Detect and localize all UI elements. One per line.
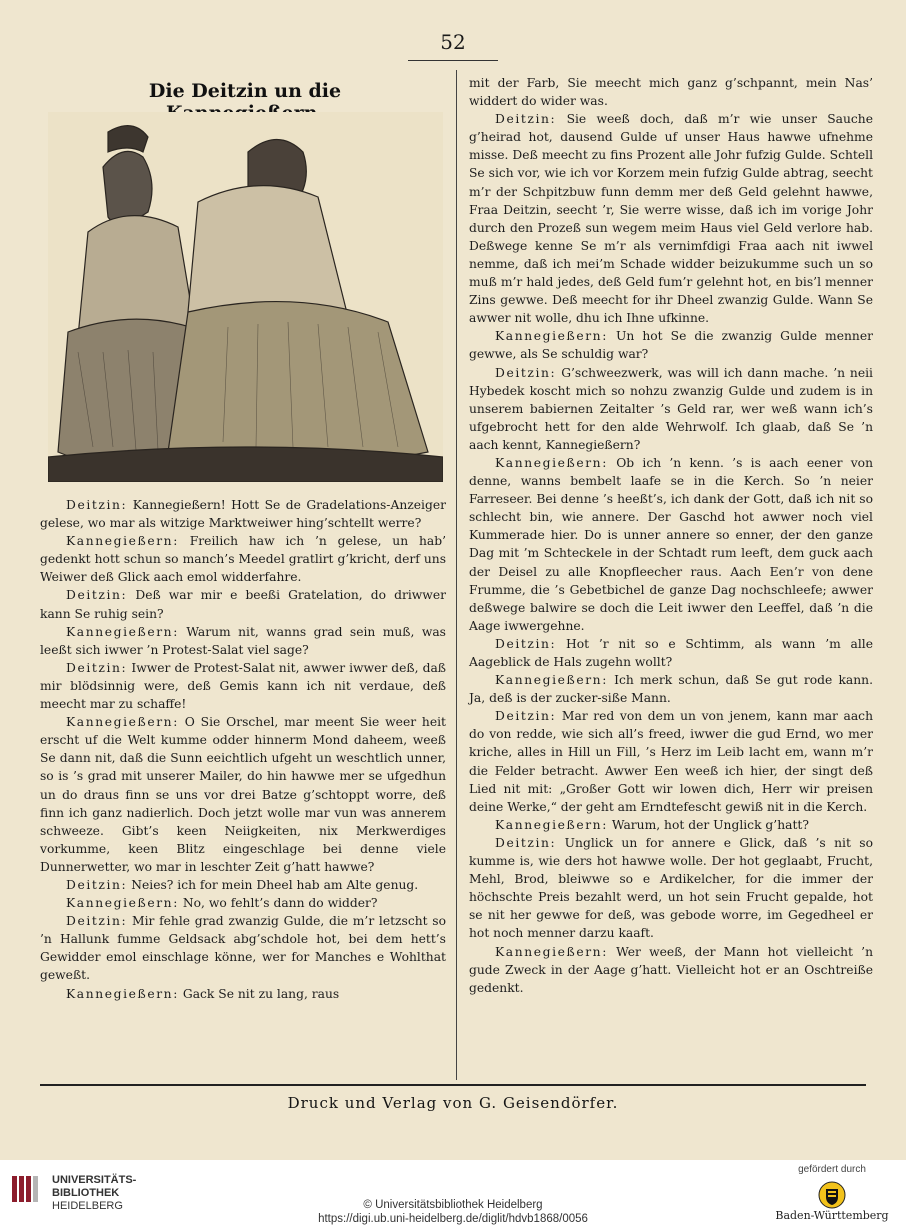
dialogue-line — [469, 834, 873, 943]
woodcut-illustration — [48, 112, 443, 482]
line-text: Gack Se nit zu lang, raus — [182, 986, 340, 1001]
speaker-name: Kannegießern: — [495, 329, 608, 344]
dialogue-line — [469, 454, 873, 635]
dialogue-line — [40, 659, 446, 713]
dialogue-line — [40, 586, 446, 622]
speaker-name: Deitzin: — [495, 709, 557, 724]
speaker-name: Kannegießern: — [495, 455, 608, 470]
line-text: Un hot Se die zwanzig Gulde menner gewwe, als Se schuldig war? — [469, 329, 873, 362]
funder-name: Baden-Württemberg — [775, 1209, 889, 1222]
speaker-name: Kannegießern: — [66, 624, 179, 639]
dialogue-line — [469, 74, 873, 110]
article-title: Die Deitzin un die Kannegießern. — [148, 80, 342, 124]
funding-block — [772, 1164, 892, 1222]
dialogue-line — [40, 876, 446, 894]
copyright-block — [0, 1198, 906, 1226]
dialogue-line — [40, 894, 446, 912]
speaker-name: Deitzin: — [66, 914, 128, 929]
dialogue-line — [469, 364, 873, 454]
coat-of-arms-icon — [818, 1180, 846, 1210]
dialogue-line — [469, 671, 873, 707]
speaker-name: Deitzin: — [495, 636, 557, 651]
speaker-name: Kannegießern: — [66, 986, 179, 1001]
line-text: Wer weeß, der Mann hot vielleicht ’n gude Zweck in der Aage g’hatt. Vielleicht hot er an Oschtreiße gedenkt. — [469, 944, 873, 995]
library-name-line: UNIVERSITÄTS- — [52, 1174, 137, 1186]
speaker-name: Deitzin: — [66, 660, 128, 675]
line-text: Iwwer de Protest-Salat nit, awwer iwwer deß, daß mir blödsinnig were, deß Gemis kann ich nit verdaue, deß meecht mar zu schaffe! — [40, 660, 446, 712]
speaker-name: Deitzin: — [495, 112, 557, 127]
speaker-name: Kannegießern: — [495, 673, 608, 688]
line-text: No, wo fehlt’s dann do widder? — [182, 896, 378, 911]
dialogue-line — [469, 635, 873, 671]
dialogue-line — [40, 532, 446, 586]
line-text: Unglick un for annere e Glick, daß ’s nit so kumme is, wie ders hot hawwe wolle. Der hot geglaabt, Frucht, Mehl, Brod, bleiwwe so e Ardikelcher, for die immer der höchschte Preis bezahlt werd, un hot sein Frucht gepalde, hot se nit her gewwe for deß, was gebode worre, im Gegedheel er hot noch menner darzu kaaft. — [469, 835, 873, 941]
speaker-name: Kannegießern: — [66, 715, 179, 730]
line-text: G’schweezwerk, was will ich dann mache. ’n neii Hybedek koscht mich so nohzu zwanzig Gulde und zudem is in unserem babiernen Zeitalter ’s Geld rar, wer weß wann ich’s ufgebrocht hett for den alde Wehrwolf. Ich glaab, daß Se ’n aach kennt, Kannegießern? — [469, 365, 873, 452]
line-text: Warum nit, wanns grad sein muß, was leeßt sich iwwer ’n Protest-Salat viel sage? — [40, 624, 446, 657]
line-text: Ob ich ’n kenn. ’s is aach eener von denne, wanns bembelt laafe se in die Kerch. So ’n neier Farreseer. Bei denne ’s heeßt’s, ich dank der Gott, daß ich nit so schlecht bin, wie annere. Der Gaschd hot awwer noch viel Kummerade hier. Do is unner annere so enner, der den ganze Dag mit ’m Schteckele in der Schtadt rum leeft, dem guck aach der Deisel zu alle Knopfleecher raus. Aach Een’r von dene Frumme, die ’s Gebetbichel de ganze Dag nochschleefe; awwer deßwege balwire se doch die Leit iwwer den Leeffel, daß ’n die Aage iwwergehne. — [469, 455, 873, 633]
line-text: O Sie Orschel, mar meent Sie weer heit erscht uf die Welt kumme odder hinnerm Mond daheem, weeß Se dann nit, daß die Sunn eeichtlich ufgeht un weschtlich unner, so is ’s grad mit unserer Mailer, do hin hawwe mer se ufgedhun un do draus finn se uns vor drei Batze g’schtoppt worre, deß finn ich ganz nadierlich. Doch jetzt wolle mar vun was annerem schweeze. Gibt’s keen Neiigkeiten, nix Merkwerdiges vorkumme, keen Blitz eingeschlage bei denne viele Dunnerwetter, wo mar in leschter Zeit g’hatt hawwe? — [40, 715, 446, 874]
dialogue-line — [469, 816, 873, 834]
speaker-name: Kannegießern: — [66, 896, 179, 911]
line-text: Mir fehle grad zwanzig Gulde, die m’r letzscht so ’n Hallunk fumme Geldsack abg’schdole hot, bei dem hett’s Gewidder emol einschlage könne, wer for Manches e Wohlthat geweßt. — [40, 914, 446, 983]
header-rule — [408, 60, 498, 61]
line-text: Freilich haw ich ’n gelese, un hab’ gedenkt hott schun so manch’s Meedel gratlirt g’kricht, derf uns Weiwer deß Glick aach emol widderfahre. — [40, 534, 446, 585]
dialogue-line — [40, 985, 446, 1003]
footer-rule — [40, 1084, 866, 1086]
dialogue-line — [40, 496, 446, 532]
line-text: Kannegießern! Hott Se de Gradelations-Anzeiger gelese, wo mar als witzige Marktweiwer hing’schtellt werre? — [40, 498, 446, 531]
dialogue-line — [40, 912, 446, 984]
line-text: mit der Farb, Sie meecht mich ganz g’schpannt, mein Nas’ widdert do wider was. — [469, 76, 873, 109]
dialogue-line — [40, 713, 446, 876]
line-text: Neies? ich for mein Dheel hab am Alte genug. — [131, 877, 419, 892]
speaker-name: Deitzin: — [495, 835, 557, 850]
dialogue-line — [469, 327, 873, 363]
dialogue-line — [469, 707, 873, 816]
page-number: 52 — [440, 30, 466, 54]
line-text: Mar red von dem un von jenem, kann mar aach do von redde, wie sich all’s freed, iwwer die gud Ernd, wo mer kriche, alles in Hill un Fill, ’s Herz im Leib lacht em, wann m’r die Felder betracht. Awwer Een weeß ich hier, der singt deß Lied nit mit: „Großer Gott wir lowen dich, Herr wir preisen deine Werke,“ der geht am Erndtefescht gewiß nit in die Kerch. — [469, 709, 873, 814]
speaker-name: Kannegießern: — [495, 817, 608, 832]
left-column — [40, 496, 446, 1003]
line-text: Hot ’r nit so e Schtimm, als wann ’m alle Aageblick de Hals zugehn wollt? — [469, 636, 873, 669]
speaker-name: Kannegießern: — [495, 944, 608, 959]
speaker-name: Deitzin: — [66, 498, 128, 512]
viewer-footer — [0, 1160, 906, 1224]
dialogue-line — [469, 110, 873, 327]
line-text: Warum, hot der Unglick g’hatt? — [611, 817, 809, 832]
speaker-name: Kannegießern: — [66, 534, 179, 549]
line-text: Ich merk schun, daß Se gut rode kann. Ja, deß is der zucker-siße Mann. — [469, 673, 873, 706]
line-text: Deß war mir e beeßi Gratelation, do driwwer kann Se ruhig sein? — [40, 588, 446, 621]
speaker-name: Deitzin: — [66, 588, 128, 603]
dialogue-line — [40, 623, 446, 659]
permalink[interactable]: https://digi.ub.uni-heidelberg.de/diglit/hdvb1868/0056 — [318, 1213, 588, 1225]
line-text: Sie weeß doch, daß m’r wie unser Sauche g’heirad hot, dausend Gulde uf unser Haus hawwe ufnehme misse. Deß meecht zu fins Prozent alle Johr fufzig Gulde. Schtell Se sich vor, wie ich vor Korzem mein fufzig Gulde abtrag, seecht m’r der Schpitzbuw funn demm mer deß Geld gelehnt hawwe, Fraa Deitzin, seecht ’r, Sie werre wisse, daß ich im vorige Johr durch den Prozeß sun wegem meim Haus viel Geld verlore hab. Deßwege kenne Se m’r als vernimfdigi Fraa aach nit iwwel nemme, daß ich mei’m Schade widder beizukumme such un so muß m’r hald jedes, deß Geld fum’r gelehnt hot, en bis’l menner Zins gewwe. Deß meecht for ihr Dheel zwanzig Gulde. Wann Se awwer nit wolle, dhu ich Ihne ufkinne. — [469, 112, 873, 326]
speaker-name: Deitzin: — [66, 877, 128, 892]
speaker-name: Deitzin: — [495, 365, 557, 380]
library-name-line: BIBLIOTHEK — [52, 1187, 120, 1199]
dialogue-line — [469, 943, 873, 997]
imprint: Druck und Verlag von G. Geisendörfer. — [287, 1094, 619, 1112]
library-name-line: HEIDELBERG — [52, 1200, 123, 1212]
right-column — [469, 74, 873, 997]
copyright-text: © Universitätsbibliothek Heidelberg — [363, 1199, 543, 1211]
column-divider — [456, 70, 457, 1080]
funded-by-label: gefördert durch — [798, 1164, 866, 1175]
